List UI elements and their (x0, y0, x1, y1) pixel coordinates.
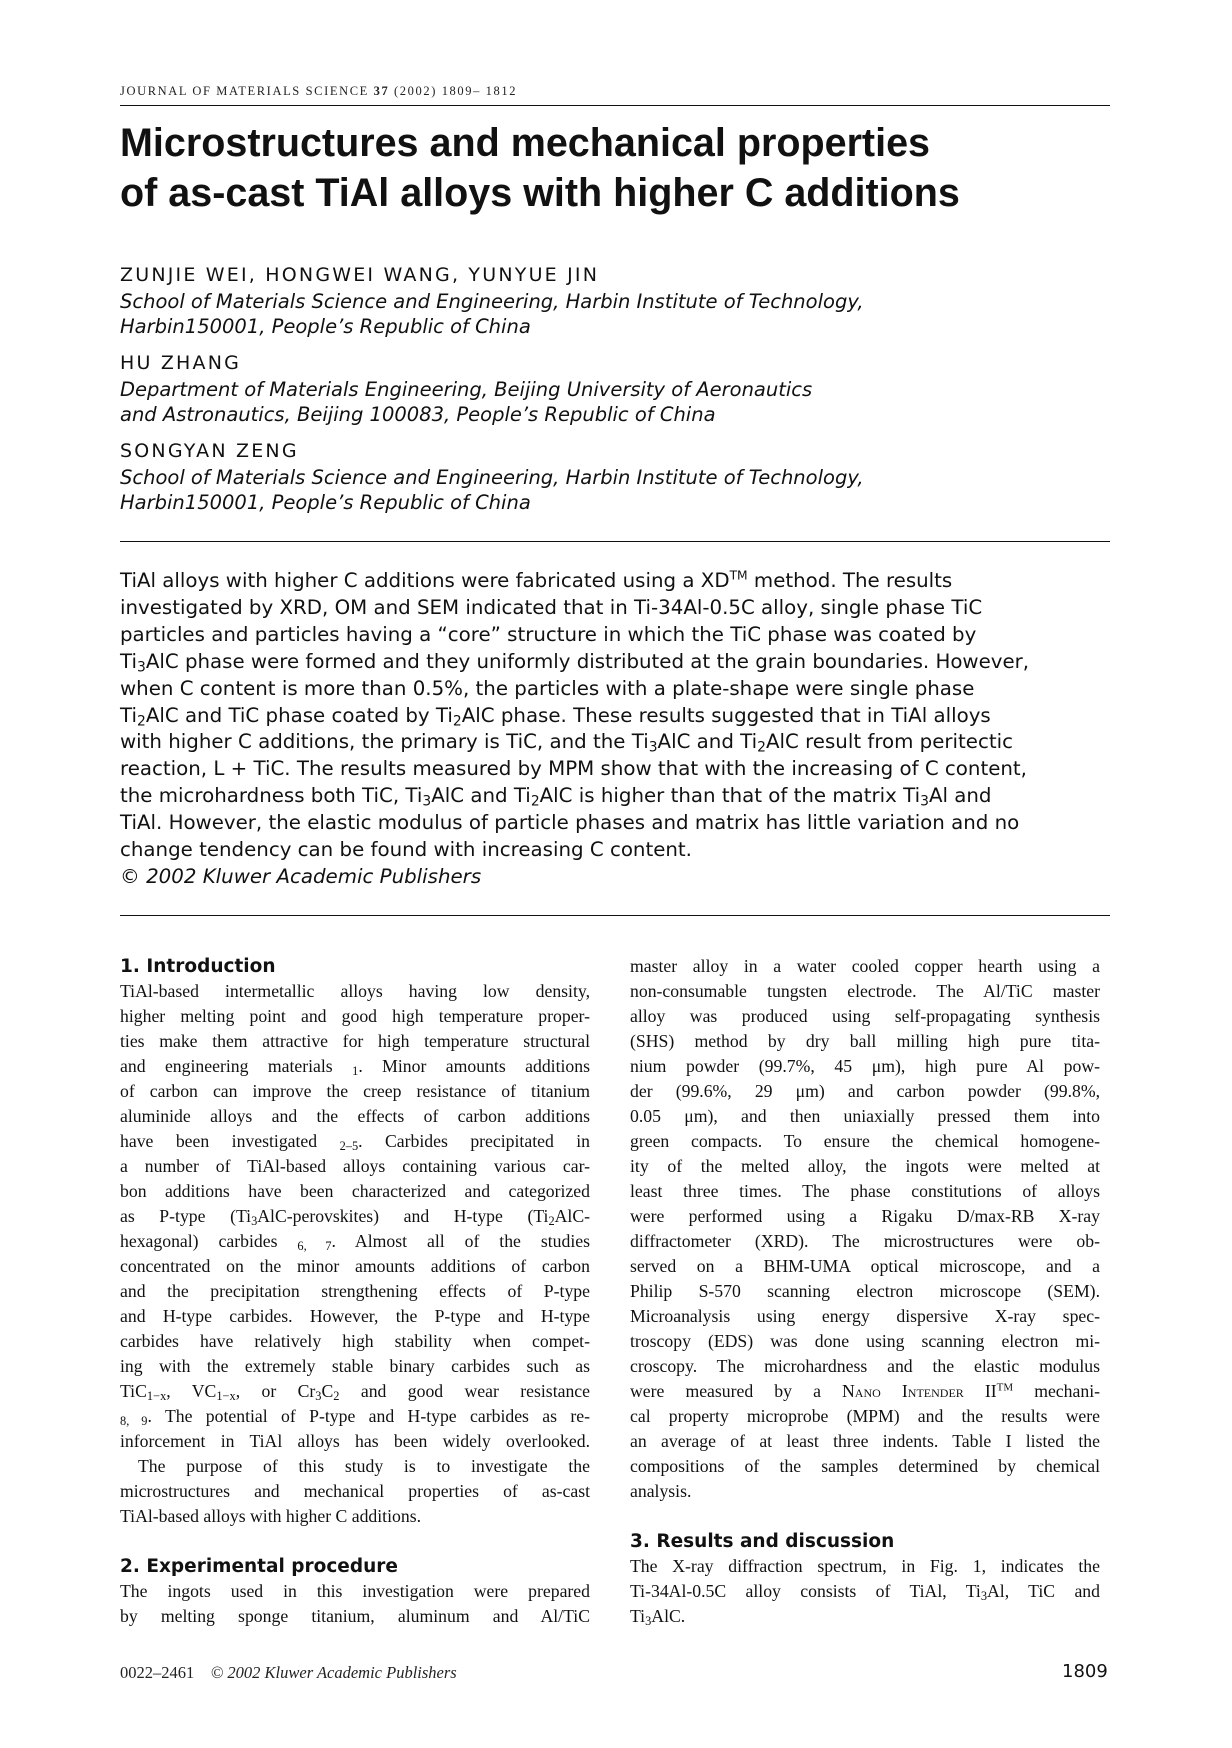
body-text-line: and the precipitation strengthening effects of P-type (120, 1281, 590, 1301)
subscript: 3 (645, 1614, 652, 1629)
abstract-line: particles and particles having a “core” structure in which the TiC phase was coated by (120, 622, 977, 646)
journal-name: JOURNAL OF MATERIALS SCIENCE (120, 84, 369, 98)
body-text-line: higher melting point and good high temperature proper- (120, 1006, 590, 1026)
body-text-line: $_{8, 9}$. The potential of P-type and H-type carbides as re- (120, 1406, 590, 1429)
page-number: 1809 (1062, 1661, 1108, 1682)
body-text-line: compositions of the samples determined by chemical (630, 1456, 1100, 1476)
small-caps-text: Nano Intender (842, 1381, 964, 1401)
body-text-line: a number of TiAl-based alloys containing various car- (120, 1156, 590, 1176)
body-text-line: served on a BHM-UMA optical microscope, and a (630, 1256, 1100, 1276)
subscript: 2 (757, 739, 766, 756)
body-text-line: nium powder (99.7%, 45 μm), high pure Al pow- (630, 1056, 1100, 1076)
section-gap (630, 1504, 1100, 1529)
subscript: 3 (251, 1214, 258, 1229)
subscript: 8, 9 (120, 1414, 148, 1429)
body-text-line: The purpose of this study is to investigate the (138, 1456, 590, 1476)
journal-year-pages: (2002) 1809– 1812 (394, 84, 518, 98)
body-text-line: diffractometer (XRD). The microstructures were ob- (630, 1231, 1100, 1251)
body-text-line: cal property microprobe (MPM) and the results were (630, 1406, 1100, 1426)
affiliation-line: Harbin150001, People’s Republic of China (120, 315, 531, 338)
body-text-line: were measured by a Nano Intender II™ mechani- (630, 1381, 1100, 1401)
body-text-line: troscopy (EDS) was done using scanning electron mi- (630, 1331, 1100, 1351)
body-text-line: an average of at least three indents. Table I listed the (630, 1431, 1100, 1451)
body-text-line: TiAl-based intermetallic alloys having low density, (120, 981, 590, 1001)
body-text-line: and engineering materials $_1$. Minor amounts additions (120, 1056, 590, 1079)
affiliation-line: School of Materials Science and Engineering, Harbin Institute of Technology, (120, 290, 864, 313)
abstract-line: the microhardness both TiC, $Ti_3AlC$ and $Ti_2AlC$ is higher than that of the matrix $Ti_3Al$ and (120, 784, 992, 810)
paper-title (120, 118, 1120, 218)
body-text-line: green compacts. To ensure the chemical homogene- (630, 1131, 1100, 1151)
body-text-line: aluminide alloys and the effects of carbon additions (120, 1106, 590, 1126)
subscript: 2 (452, 712, 462, 729)
abstract-line: $Ti_3AlC$ phase were formed and they uniformly distributed at the grain boundaries. However, (120, 649, 1030, 676)
subscript: 2 (530, 793, 540, 810)
body-text-line: microstructures and mechanical properties of as-cast (120, 1481, 590, 1501)
affiliation-2 (120, 377, 1120, 427)
subscript: 3 (648, 739, 658, 756)
body-text-line: bon additions have been characterized and categorized (120, 1181, 590, 1201)
body-text-line: Philip S-570 scanning electron microscope (SEM). (630, 1281, 1100, 1301)
body-text-line: have been investigated $_{2-5}$. Carbides precipitated in (120, 1131, 590, 1154)
affiliation-1 (120, 289, 1120, 339)
body-text-line: ity of the melted alloy, the ingots were melted at (630, 1156, 1100, 1176)
body-text-line: analysis. (630, 1481, 692, 1501)
abstract-line: change tendency can be found with increasing C content. (120, 838, 692, 862)
abstract-line: when C content is more than 0.5%, the particles with a plate-shape were single phase (120, 676, 975, 700)
body-text-line: non-consumable tungsten electrode. The Al/TiC master (630, 981, 1100, 1001)
subscript: 3 (422, 793, 432, 810)
section-heading: 2. Experimental procedure (120, 1556, 398, 1577)
subscript: 2 (548, 1214, 555, 1229)
abstract-line: TiAl. However, the elastic modulus of particle phases and matrix has little variation and no (120, 811, 1020, 835)
body-text-line: ties make them attractive for high temperature structural (120, 1031, 590, 1051)
author-group-1: ZUNJIE WEI, HONGWEI WANG, YUNYUE JIN (120, 264, 600, 286)
subscript: 3 (136, 659, 146, 676)
body-text-line: The ingots used in this investigation were prepared (120, 1581, 590, 1601)
body-text-line: and H-type carbides. However, the P-type and H-type (120, 1306, 590, 1326)
subscript: 1−x (216, 1389, 236, 1404)
subscript: 2 (333, 1389, 340, 1404)
body-text-line: The X-ray diffraction spectrum, in Fig. 1, indicates the (630, 1556, 1100, 1576)
affiliation-line: and Astronautics, Beijing 100083, People’s Republic of China (120, 403, 716, 426)
header-rule (120, 105, 1110, 106)
author-group-2: HU ZHANG (120, 352, 242, 374)
subscript: 2 (136, 712, 146, 729)
subscript: 1−x (146, 1389, 167, 1404)
title-line-2: of as-cast TiAl alloys with higher C additions (120, 171, 960, 215)
affiliation-3 (120, 465, 1120, 515)
body-text-line: concentrated on the minor amounts additions of carbon (120, 1256, 590, 1276)
abstract-bottom-rule (120, 915, 1110, 916)
journal-volume: 37 (373, 84, 390, 98)
body-text-line: der (99.6%, 29 μm) and carbon powder (99.8%, (630, 1081, 1100, 1101)
affiliation-line: Department of Materials Engineering, Beijing University of Aeronautics (120, 378, 813, 401)
abstract-line: reaction, L + TiC. The results measured by MPM show that with the increasing of C content, (120, 757, 1027, 781)
running-header (120, 84, 1110, 99)
body-text-line: (SHS) method by dry ball milling high pure tita- (630, 1031, 1100, 1051)
body-text-line: croscopy. The microhardness and the elastic modulus (630, 1356, 1100, 1376)
footer-publication-info (120, 1663, 457, 1683)
body-text-line: hexagonal) carbides $_{6, 7}$. Almost all of the studies (120, 1231, 591, 1254)
section-gap (120, 1529, 590, 1554)
abstract-top-rule (120, 541, 1110, 542)
body-text-line: least three times. The phase constitutions of alloys (630, 1181, 1100, 1201)
abstract-line: investigated by XRD, OM and SEM indicated that in Ti-34Al-0.5C alloy, single phase TiC (120, 595, 983, 619)
abstract-line: with higher C additions, the primary is TiC, and the $Ti_3AlC$ and $Ti_2AlC$ result from peritectic (120, 730, 1013, 756)
body-text-line: by melting sponge titanium, aluminum and Al/TiC (120, 1606, 590, 1626)
body-text-line: master alloy in a water cooled copper hearth using a (630, 956, 1100, 976)
subscript: 2–5 (339, 1139, 359, 1154)
section-heading: 3. Results and discussion (630, 1531, 895, 1552)
abstract-body (120, 568, 1115, 864)
body-text-line: 0.05 μm), and then uniaxially pressed them into (630, 1106, 1100, 1126)
affiliation-line: School of Materials Science and Engineering, Harbin Institute of Technology, (120, 466, 864, 489)
abstract-copyright: © 2002 Kluwer Academic Publishers (120, 864, 482, 888)
body-text-line: $Ti_3AlC$. (630, 1606, 686, 1629)
body-text-line: TiC$_{1-x}$, $VC_{1-x}$, or $Cr_3C_2$ and good wear resistance (120, 1381, 591, 1404)
author-group-3: SONGYAN ZENG (120, 440, 299, 462)
body-text-line: ing with the extremely stable binary carbides such as (120, 1356, 590, 1376)
left-column (120, 954, 590, 1629)
abstract (120, 568, 1115, 891)
body-text-line: as P-type $(Ti_3AlC-perovskites)$ and H-type ($Ti_2AlC-$ (120, 1206, 591, 1229)
body-text-line: inforcement in TiAl alloys has been widely overlooked. (120, 1431, 590, 1451)
abstract-line: $Ti_2AlC$ and TiC phase coated by $Ti_2AlC$ phase. These results suggested that in TiAl alloys (120, 703, 991, 729)
body-text-line: Ti-34Al-0.5C alloy consists of TiAl, $Ti_3Al$, TiC and (630, 1581, 1100, 1604)
footer-copyright: © 2002 Kluwer Academic Publishers (210, 1663, 457, 1682)
body-text-line: were performed using a Rigaku D/max-RB X-ray (630, 1206, 1100, 1226)
footer-issn: 0022–2461 (120, 1663, 195, 1682)
body-text-line: Microanalysis using energy dispersive X-ray spec- (630, 1306, 1100, 1326)
body-text-line: of carbon can improve the creep resistance of titanium (120, 1081, 590, 1101)
abstract-line: TiAl alloys with higher C additions were fabricated using a XD™ method. The results (120, 568, 953, 592)
subscript: 6, 7 (297, 1239, 332, 1254)
subscript: 3 (920, 793, 929, 810)
body-text-line: TiAl-based alloys with higher C additions. (120, 1506, 422, 1526)
subscript: 3 (315, 1389, 322, 1404)
section-heading: 1. Introduction (120, 956, 276, 977)
subscript: 1 (352, 1064, 359, 1079)
affiliation-line: Harbin150001, People’s Republic of China (120, 491, 531, 514)
right-column (630, 954, 1100, 1629)
body-text-line: alloy was produced using self-propagating synthesis (630, 1006, 1100, 1026)
body-text-line: carbides have relatively high stability when compet- (120, 1331, 590, 1351)
superscript: TM (729, 568, 748, 583)
subscript: 3 (980, 1589, 988, 1604)
superscript: TM (996, 1381, 1014, 1394)
title-line-1: Microstructures and mechanical properties (120, 121, 931, 165)
